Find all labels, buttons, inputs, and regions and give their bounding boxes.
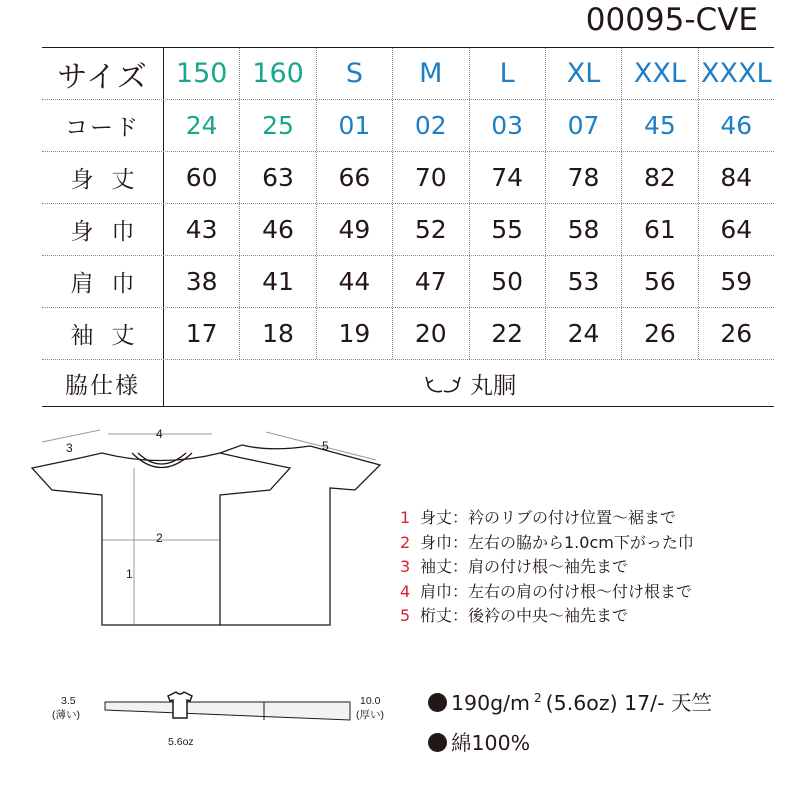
- measure-cell: 60: [164, 152, 240, 203]
- note-number: 4: [400, 581, 411, 601]
- measure-cell: 20: [393, 308, 469, 359]
- note-item: [400, 555, 694, 580]
- measure-label: 身丈: [42, 152, 164, 203]
- measure-cell: 50: [470, 256, 546, 307]
- note-item: [400, 580, 694, 605]
- thickness-left-value: 3.5: [61, 695, 76, 707]
- size-header-row: [42, 48, 774, 100]
- thickness-marker-value: 5.6oz: [168, 736, 194, 748]
- bullet-icon: [428, 733, 447, 752]
- diagram-label-4: 4: [156, 427, 163, 441]
- measure-cell: 46: [240, 204, 316, 255]
- size-header-cell: XL: [546, 48, 622, 99]
- size-header-label: サイズ: [42, 48, 164, 99]
- code-cell: 24: [164, 100, 240, 151]
- code-row: [42, 100, 774, 152]
- side-spec-text: 丸胴: [470, 372, 516, 399]
- size-header-cell: L: [470, 48, 546, 99]
- note-item: [400, 604, 694, 629]
- code-label: コード: [42, 100, 164, 151]
- measure-row-width: [42, 204, 774, 256]
- measure-label: 肩巾: [42, 256, 164, 307]
- measure-cell: 56: [622, 256, 698, 307]
- code-cell: 07: [546, 100, 622, 151]
- size-table: [42, 47, 774, 407]
- measure-cell: 61: [622, 204, 698, 255]
- measure-cell: 58: [546, 204, 622, 255]
- size-header-cell: M: [393, 48, 469, 99]
- measure-row-sleeve: [42, 308, 774, 360]
- measure-cell: 17: [164, 308, 240, 359]
- dimension-lines: [42, 430, 376, 624]
- code-cell: 01: [317, 100, 393, 151]
- size-header-cell: XXL: [622, 48, 698, 99]
- product-code: 00095-CVE: [585, 2, 758, 38]
- note-text: 身丈：衿のリブの付け位置〜裾まで: [420, 508, 677, 527]
- measure-cell: 59: [720, 267, 753, 296]
- size-header-cell: S: [317, 48, 393, 99]
- measurement-notes: [400, 506, 694, 629]
- note-text: 袖丈：肩の付け根〜袖先まで: [420, 557, 629, 576]
- measure-label: 身巾: [42, 204, 164, 255]
- note-item: [400, 506, 694, 531]
- fabric-weight-superscript: 2: [534, 691, 542, 706]
- material-text: 綿100%: [451, 731, 531, 755]
- measure-label: 袖丈: [42, 308, 164, 359]
- note-text: 身巾：左右の脇から1.0cm下がった巾: [420, 532, 694, 552]
- tube-rotation-icon: [422, 371, 464, 395]
- code-cell: 02: [393, 100, 469, 151]
- diagram-label-5: 5: [322, 439, 329, 453]
- note-number: 5: [400, 606, 411, 625]
- measure-cell: 26: [720, 319, 753, 348]
- measure-cell: 70: [393, 152, 469, 203]
- measure-cell: 53: [546, 256, 622, 307]
- code-cell: 25: [240, 100, 316, 151]
- note-text: 桁丈：後衿の中央〜袖先まで: [420, 606, 629, 625]
- diagram-label-2: 2: [156, 531, 163, 545]
- measure-cell: 78: [546, 152, 622, 203]
- measure-cell: 19: [317, 308, 393, 359]
- fabric-spec: [428, 686, 712, 716]
- note-number: 2: [400, 532, 411, 552]
- measure-cell: 24: [546, 308, 622, 359]
- thickness-right-value: 10.0: [360, 695, 381, 707]
- measure-cell: 55: [470, 204, 546, 255]
- measure-cell: 52: [393, 204, 469, 255]
- measure-cell: 66: [317, 152, 393, 203]
- tshirt-diagram: [30, 420, 400, 635]
- measure-cell: 26: [622, 308, 698, 359]
- measure-row-shoulder: [42, 256, 774, 308]
- code-cell: 46: [720, 111, 753, 140]
- thickness-scale: [40, 680, 400, 750]
- code-cell: 45: [622, 100, 698, 151]
- measure-cell: 18: [240, 308, 316, 359]
- measure-cell: 84: [720, 163, 753, 192]
- measure-cell: 63: [240, 152, 316, 203]
- measure-cell: 44: [317, 256, 393, 307]
- measure-cell: 49: [317, 204, 393, 255]
- fabric-weight: 190g/m: [451, 691, 531, 715]
- diagram-label-1: 1: [126, 567, 133, 581]
- thickness-left-label: (薄い): [52, 709, 80, 721]
- measure-cell: 47: [393, 256, 469, 307]
- measure-cell: 38: [164, 256, 240, 307]
- note-number: 3: [400, 557, 411, 576]
- note-number: 1: [400, 508, 411, 527]
- measure-row-length: [42, 152, 774, 204]
- measure-cell: 64: [720, 215, 753, 244]
- measure-cell: 82: [622, 152, 698, 203]
- note-text: 肩巾：左右の肩の付け根〜付け根まで: [420, 581, 693, 601]
- tshirt-back-outline: [220, 445, 380, 625]
- code-cell: 03: [470, 100, 546, 151]
- measure-cell: 74: [470, 152, 546, 203]
- size-header-cell: 160: [240, 48, 316, 99]
- measure-cell: 43: [164, 204, 240, 255]
- side-spec-label: 脇仕様: [42, 360, 164, 406]
- thickness-right-label: (厚い): [356, 709, 384, 721]
- side-spec-value: [164, 367, 774, 400]
- measure-cell: 41: [240, 256, 316, 307]
- diagram-label-3: 3: [66, 441, 73, 455]
- measure-cell: 22: [470, 308, 546, 359]
- bullet-icon: [428, 693, 447, 712]
- size-header-cell: XXXL: [701, 58, 772, 89]
- fabric-detail: (5.6oz) 17/- 天竺: [545, 691, 712, 715]
- material-spec: [428, 726, 530, 756]
- note-item: [400, 531, 694, 556]
- size-header-cell: 150: [164, 48, 240, 99]
- side-spec-row: [42, 360, 774, 407]
